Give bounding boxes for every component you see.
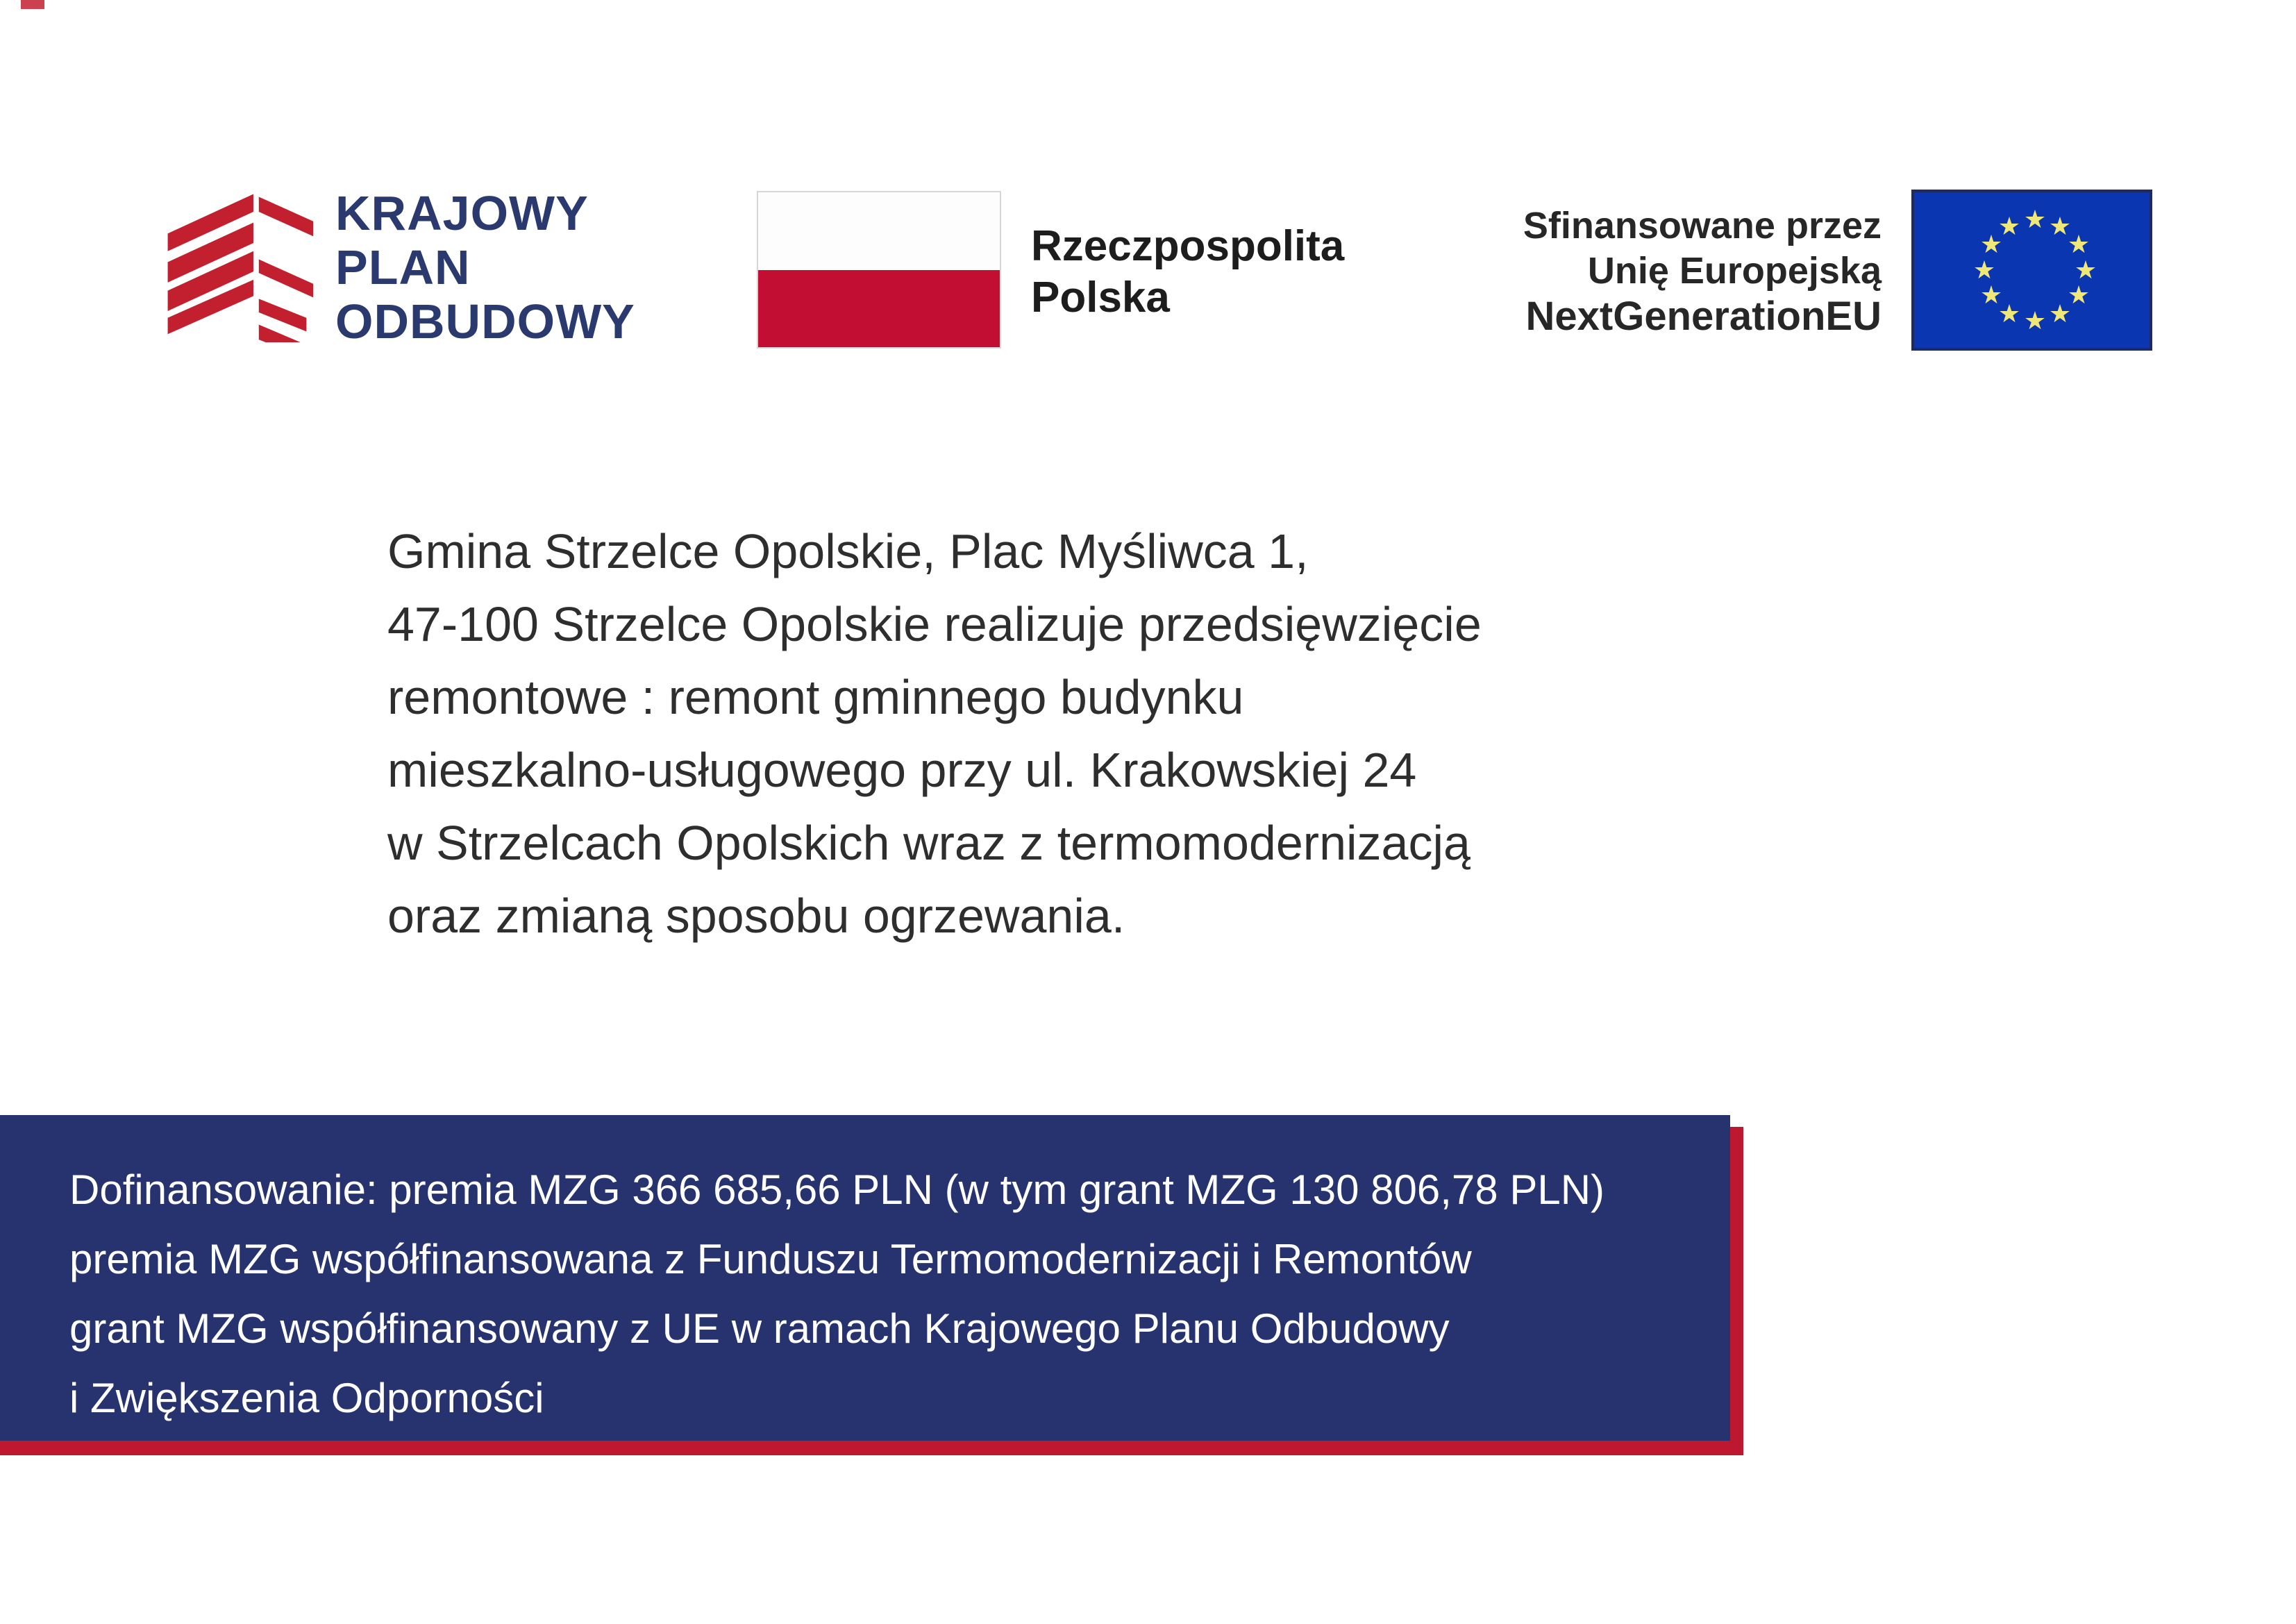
kpo-logo-line: PLAN <box>335 240 471 294</box>
eu-star-icon: ★ <box>2048 212 2072 241</box>
funding-banner <box>0 1115 1730 1441</box>
project-description-line: Gmina Strzelce Opolskie, Plac Myśliwca 1, <box>387 524 1309 578</box>
poland-flag <box>757 191 1001 349</box>
kpo-logo-wordmark <box>335 186 635 349</box>
project-description-line: mieszkalno-usługowego przy ul. Krakowskiej 24 <box>387 743 1417 797</box>
project-description <box>387 515 1482 953</box>
republic-of-poland-label <box>1031 221 1344 324</box>
kpo-logo-line: ODBUDOWY <box>335 294 635 349</box>
eu-star-icon: ★ <box>1979 231 2003 259</box>
project-description-line: remontowe : remont gminnego budynku <box>387 670 1244 724</box>
eu-funding-line: Unię Europejską <box>1587 250 1882 292</box>
eu-star-icon: ★ <box>1997 300 2021 328</box>
eu-star-icon: ★ <box>2067 231 2090 259</box>
eu-star-icon: ★ <box>2023 307 2047 335</box>
project-description-line: oraz zmianą sposobu ogrzewania. <box>387 889 1125 943</box>
poland-flag-red-stripe <box>758 270 1000 348</box>
nextgenerationeu-label: NextGenerationEU <box>1525 294 1882 339</box>
eu-star-icon: ★ <box>1979 281 2003 310</box>
scan-artifact <box>21 0 44 9</box>
eu-star-icon: ★ <box>2023 206 2047 234</box>
funding-banner-line: premia MZG współfinansowana z Funduszu Termomodernizacji i Remontów <box>69 1236 1472 1282</box>
funding-banner-line: grant MZG współfinansowany z UE w ramach Krajowego Planu Odbudowy <box>69 1305 1450 1352</box>
kpo-logo-line: KRAJOWY <box>335 186 589 240</box>
eu-flag-icon <box>1911 190 2152 351</box>
eu-funding-line: Sfinansowane przez <box>1523 205 1882 246</box>
poland-flag-white-stripe <box>758 192 1000 270</box>
funding-banner-line: i Zwiększenia Odporności <box>69 1375 544 1421</box>
republic-line: Polska <box>1031 274 1170 321</box>
kpo-building-icon <box>154 179 317 342</box>
eu-star-icon: ★ <box>1997 212 2021 241</box>
republic-line: Rzeczpospolita <box>1031 222 1345 270</box>
eu-star-icon: ★ <box>1972 256 1996 285</box>
funding-banner-line: Dofinansowanie: premia MZG 366 685,66 PLN (w tym grant MZG 130 806,78 PLN) <box>69 1166 1605 1213</box>
project-description-line: 47-100 Strzelce Opolskie realizuje przedsięwzięcie <box>387 597 1482 651</box>
eu-star-icon: ★ <box>2074 256 2097 285</box>
eu-star-icon: ★ <box>2048 300 2072 328</box>
eu-funding-attribution <box>1430 203 1882 339</box>
eu-star-icon: ★ <box>2067 281 2090 310</box>
project-description-line: w Strzelcach Opolskich wraz z termomodernizacją <box>387 816 1470 870</box>
